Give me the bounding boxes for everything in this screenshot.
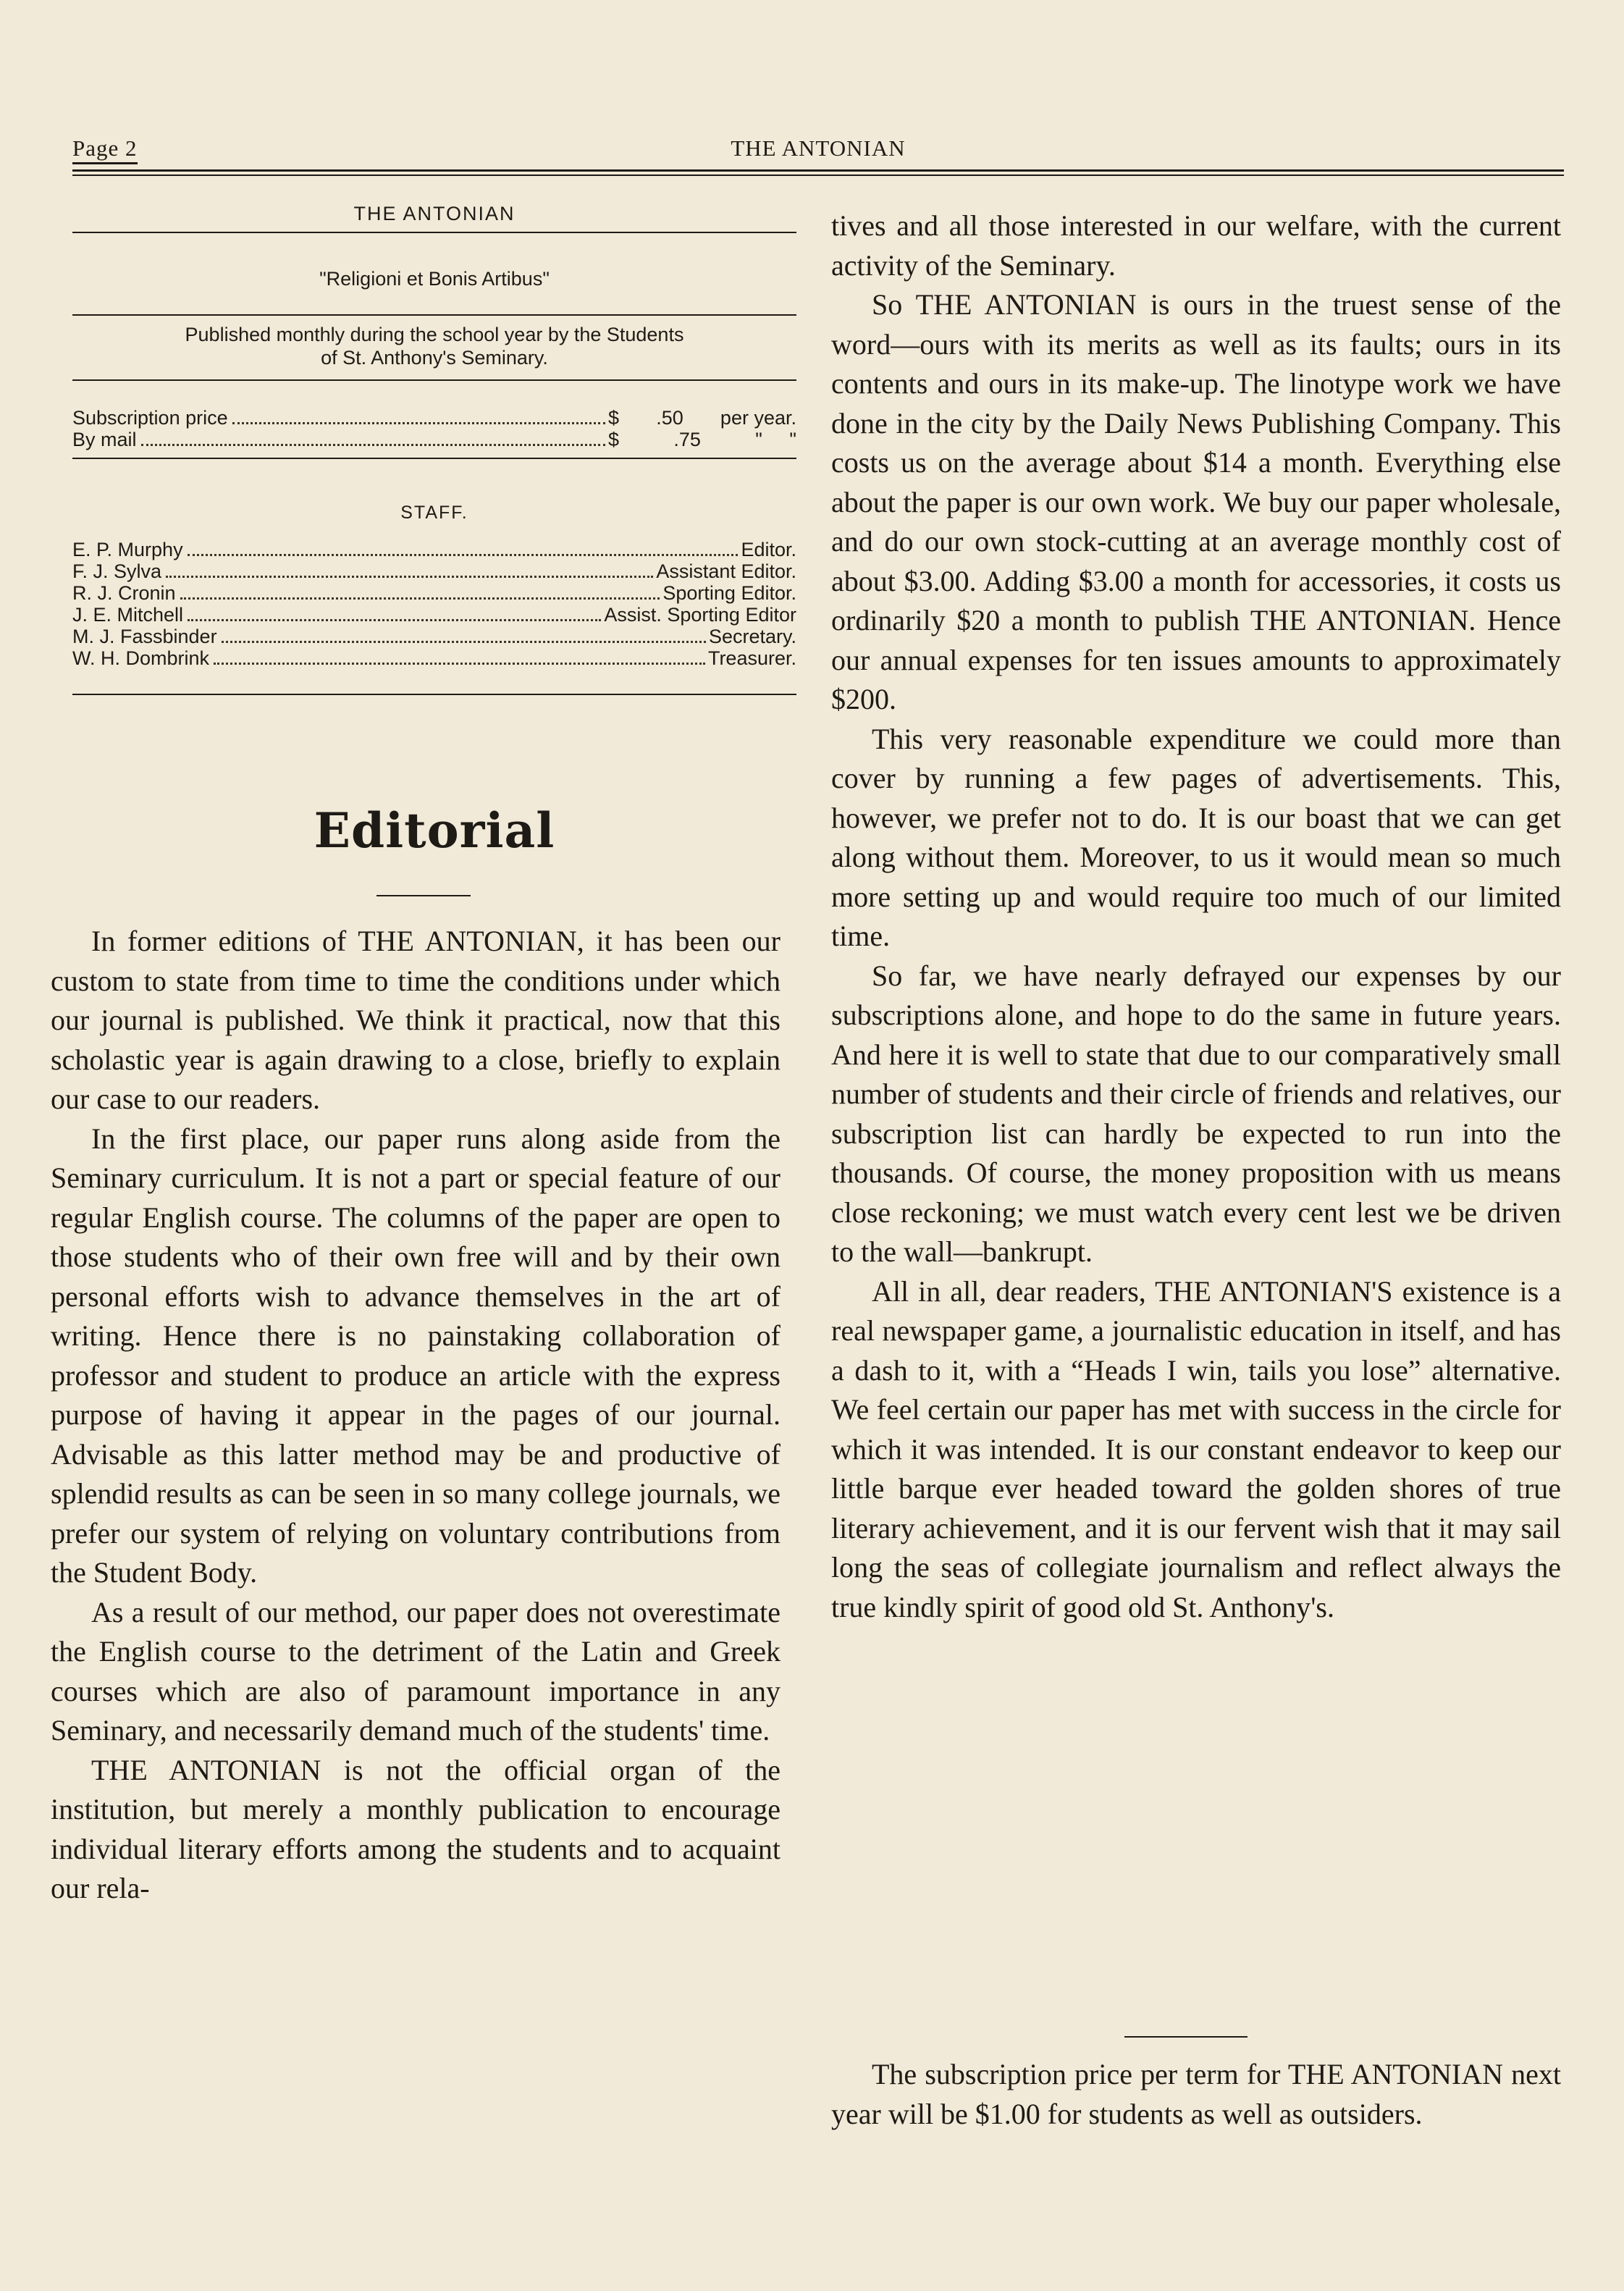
subscription-label: Subscription price [72, 407, 228, 429]
leader-dots [166, 576, 653, 578]
staff-name: E. P. Murphy [72, 539, 183, 560]
staff-list [72, 539, 796, 669]
paragraph-continuation: tives and all those interested in our welfare, with the current activity of the Seminary. [831, 209, 1561, 282]
subscription-row [72, 407, 796, 429]
amount: .75 [673, 429, 701, 450]
leader-dots [141, 444, 605, 446]
subscription-row [72, 429, 796, 450]
masthead-rule [72, 379, 796, 381]
masthead-motto: "Religioni et Bonis Artibus" [319, 268, 550, 290]
leader-dots [214, 663, 705, 665]
masthead-rule [72, 232, 796, 233]
subscription-table [72, 407, 796, 458]
paragraph: The subscription price per term for THE ANTONIAN next year will be $1.00 for students as well as outsiders. [831, 2058, 1561, 2130]
paragraph: In the first place, our paper runs along aside from the Seminary curriculum. It is not a part or special feature of our regular English course. The columns of the paper are open to those students who of their own free will and by their own personal efforts wish to advance themselves in the art of writing. Hence there is no painstaking collaboration of professor and student to produce an article with the express purpose of having it appear in the pages of our journal. Advisable as this latter method may be and productive of splendid results as can be seen in so many college journals, we prefer our system of relying on voluntary contributions from the Student Body. [51, 1122, 781, 1589]
staff-name: M. J. Fassbinder [72, 626, 217, 647]
subscription-value [608, 407, 796, 429]
staff-row [72, 604, 796, 626]
masthead-rule [72, 458, 796, 459]
page-number: Page 2 [72, 135, 138, 164]
leader-dots [222, 641, 706, 643]
staff-role: Treasurer. [707, 647, 796, 669]
staff-row [72, 582, 796, 604]
staff-heading: STAFF. [400, 503, 468, 523]
header-rule [72, 169, 1564, 172]
currency: $ [608, 429, 620, 450]
staff-name: R. J. Cronin [72, 582, 176, 604]
editorial-rule [376, 895, 471, 896]
running-head-title: THE ANTONIAN [731, 135, 906, 161]
paragraph: This very reasonable expenditure we could more than cover by running a few pages of advertisements. This, however, we prefer not to do. It is our boast that we can get along without them. Moreover, to us it would mean so much more setting up and would require too much of our limited time. [831, 722, 1561, 952]
masthead-rule [72, 314, 796, 316]
staff-name: W. H. Dombrink [72, 647, 210, 669]
paragraph: So THE ANTONIAN is ours in the truest sense of the word—ours with its merits as well as its faults; ours in its contents and ours in its make-up. The linotype work we have done in the city by the Daily News Publishing Company. This costs us on the average about $14 a month. Everything else about the paper is our own work. We buy our paper wholesale, and do our own stock-cutting at an average monthly cost of about $3.00. Adding $3.00 a month for accessories, it costs us ordinarily $20 a month to publish THE ANTONIAN. Hence our annual expenses for ten issues amounts to approximately $200. [831, 288, 1561, 715]
staff-role: Editor. [741, 539, 796, 560]
section-rule [1124, 2036, 1248, 2038]
publication-line: of St. Anthony's Seminary. [321, 347, 548, 369]
leader-dots [180, 597, 660, 600]
period: " " [755, 429, 796, 450]
leader-dots [188, 554, 739, 556]
subscription-value [608, 429, 796, 450]
paragraph: In former editions of THE ANTONIAN, it has been our custom to state from time to time the conditions under which our journal is published. We think it practical, now that this scholastic year is again drawing to a close, briefly to explain our case to our readers. [51, 925, 781, 1115]
leader-dots [188, 619, 601, 621]
left-column [51, 922, 781, 1909]
header-rule-thin [72, 175, 1564, 176]
publication-line: Published monthly during the school year by the Students [185, 324, 684, 345]
paragraph: All in all, dear readers, THE ANTONIAN'S existence is a real newspaper game, a journalistic education in itself, and has a dash to it, with a “Heads I win, tails you lose” alternative. We feel certain our paper has met with success in the circle for which it was intended. It is our constant endeavor to keep our little barque ever headed toward the golden shores of true literary achievement, and it is our fervent wish that it may sail long the seas of collegiate journalism and reflect always the true kindly spirit of good old St. Anthony's. [831, 1274, 1561, 1623]
subscription-notice [831, 2055, 1561, 2134]
masthead-box [72, 196, 796, 695]
paragraph: As a result of our method, our paper does not overestimate the English course to the detriment of the Latin and Greek courses which are also of paramount importance in any Seminary, and necessarily demand much of the students' time. [51, 1595, 781, 1746]
right-column [831, 206, 1561, 1627]
staff-name: F. J. Sylva [72, 560, 162, 582]
running-head [72, 135, 1564, 164]
staff-row [72, 539, 796, 560]
staff-row [72, 647, 796, 669]
masthead-rule [72, 694, 796, 695]
staff-role: Assist. Sporting Editor [604, 604, 796, 626]
publication-note [72, 323, 796, 379]
staff-role: Sporting Editor. [662, 582, 796, 604]
staff-name: J. E. Mitchell [72, 604, 184, 626]
editorial-heading: Editorial [314, 802, 555, 859]
staff-row [72, 560, 796, 582]
staff-role: Secretary. [708, 626, 796, 647]
subscription-label: By mail [72, 429, 137, 450]
staff-row [72, 626, 796, 647]
period: per year. [720, 407, 796, 429]
currency: $ [608, 407, 620, 429]
masthead-title: THE ANTONIAN [353, 203, 516, 224]
paragraph: So far, we have nearly defrayed our expenses by our subscriptions alone, and hope to do the same in future years. And here it is well to state that due to our comparatively small number of students and their circle of friends and relatives, our subscription list can hardly be expected to run into the thousands. Of course, the money proposition with us means close reckoning; we must watch every cent lest we be driven to the wall—bankrupt. [831, 959, 1561, 1268]
staff-role: Assistant Editor. [656, 560, 796, 582]
paragraph: THE ANTONIAN is not the official organ of the institution, but merely a monthly publication to encourage individual literary efforts among the students and to acquaint our rela- [51, 1753, 781, 1904]
amount: .50 [656, 407, 683, 429]
leader-dots [232, 422, 605, 424]
